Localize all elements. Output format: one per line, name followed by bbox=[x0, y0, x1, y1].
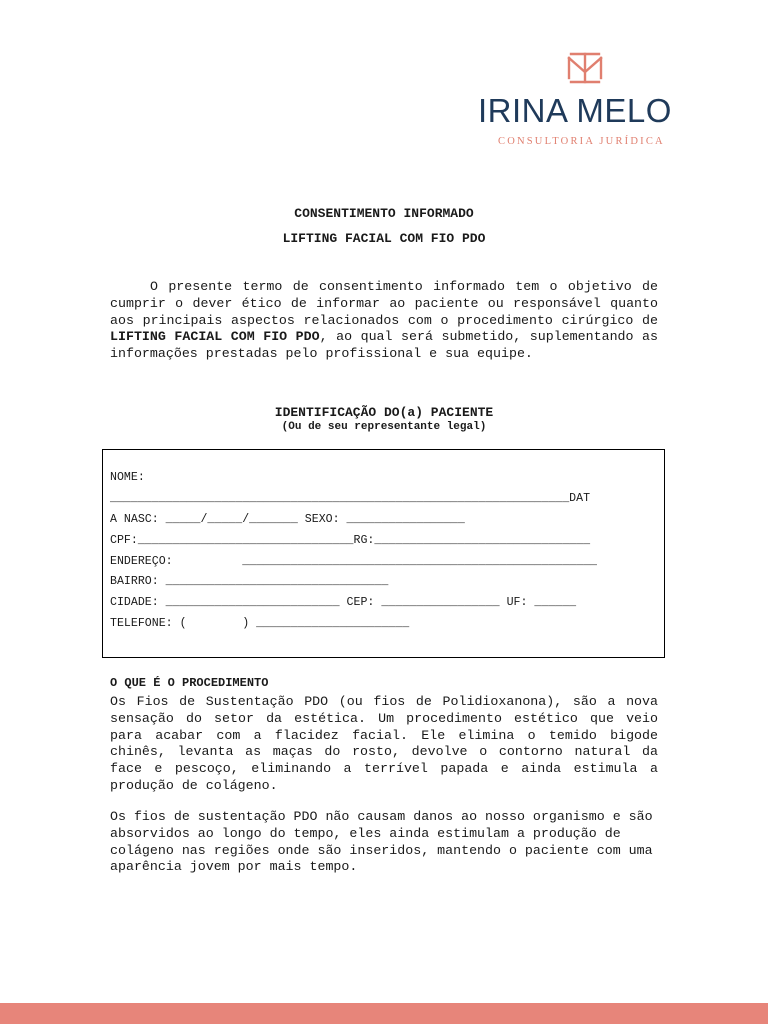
intro-text-bold: LIFTING FACIAL COM FIO PDO bbox=[110, 329, 320, 345]
procedure-paragraph-2: Os fios de sustentação PDO não causam danos ao nosso organismo e são absorvidos ao longo do tempo, eles ainda estimulam a produção de colágeno nas regiões onde são inseridos, mantendo o paciente com uma aparência jovem por mais tempo. bbox=[110, 809, 653, 875]
field-data-nasc-sexo[interactable]: A NASC: _____/_____/_______ SEXO: _________________ bbox=[110, 513, 465, 526]
monogram-im-icon bbox=[561, 50, 609, 86]
intro-paragraph bbox=[110, 279, 658, 363]
brand-logo bbox=[470, 50, 700, 147]
intro-text-end: , ao qual será submetido, suplementando as informações prestadas pelo profissional e sua equipe. bbox=[110, 329, 658, 362]
procedure-paragraph-1: Os Fios de Sustentação PDO (ou fios de Polidioxanona), são a nova sensação do setor da estética. Um procedimento estético que veio para acabar com a flacidez facial. Ele elimina o temido bigode chinês, levanta as maças do rosto, devolve o contorno natural da face e pescoço, eliminando a terrível papada e ainda estimula a produção de colágeno. bbox=[110, 694, 658, 793]
brand-subtitle: CONSULTORIA JURÍDICA bbox=[498, 136, 665, 147]
footer-bar bbox=[0, 1003, 768, 1024]
identification-subtitle: (Ou de seu representante legal) bbox=[281, 421, 487, 433]
field-endereco[interactable]: ENDEREÇO: ___________________________________________________ bbox=[110, 555, 598, 568]
field-cidade-cep-uf[interactable]: CIDADE: _________________________ CEP: _________________ UF: ______ bbox=[110, 596, 577, 609]
field-bairro[interactable]: BAIRRO: ________________________________ bbox=[110, 575, 389, 588]
procedure-heading: O QUE É O PROCEDIMENTO bbox=[110, 676, 269, 690]
identification-title: IDENTIFICAÇÃO DO(a) PACIENTE bbox=[274, 405, 494, 420]
intro-text-start: O presente termo de consentimento informado tem o objetivo de cumprir o dever ético de informar ao paciente ou responsável quanto aos principais aspectos relacionados com o procedimento cirúrgico de bbox=[110, 279, 658, 328]
field-nome[interactable]: NOME: bbox=[110, 471, 145, 484]
brand-name: IRINA MELO bbox=[478, 92, 672, 129]
document-title: CONSENTIMENTO INFORMADO bbox=[294, 206, 474, 221]
document-subtitle: LIFTING FACIAL COM FIO PDO bbox=[282, 231, 486, 246]
field-cpf-rg[interactable]: CPF:_______________________________RG:_______________________________ bbox=[110, 534, 591, 547]
field-nome-line[interactable]: __________________________________________________________________DAT bbox=[110, 492, 591, 505]
field-telefone[interactable]: TELEFONE: ( ) ______________________ bbox=[110, 617, 410, 630]
